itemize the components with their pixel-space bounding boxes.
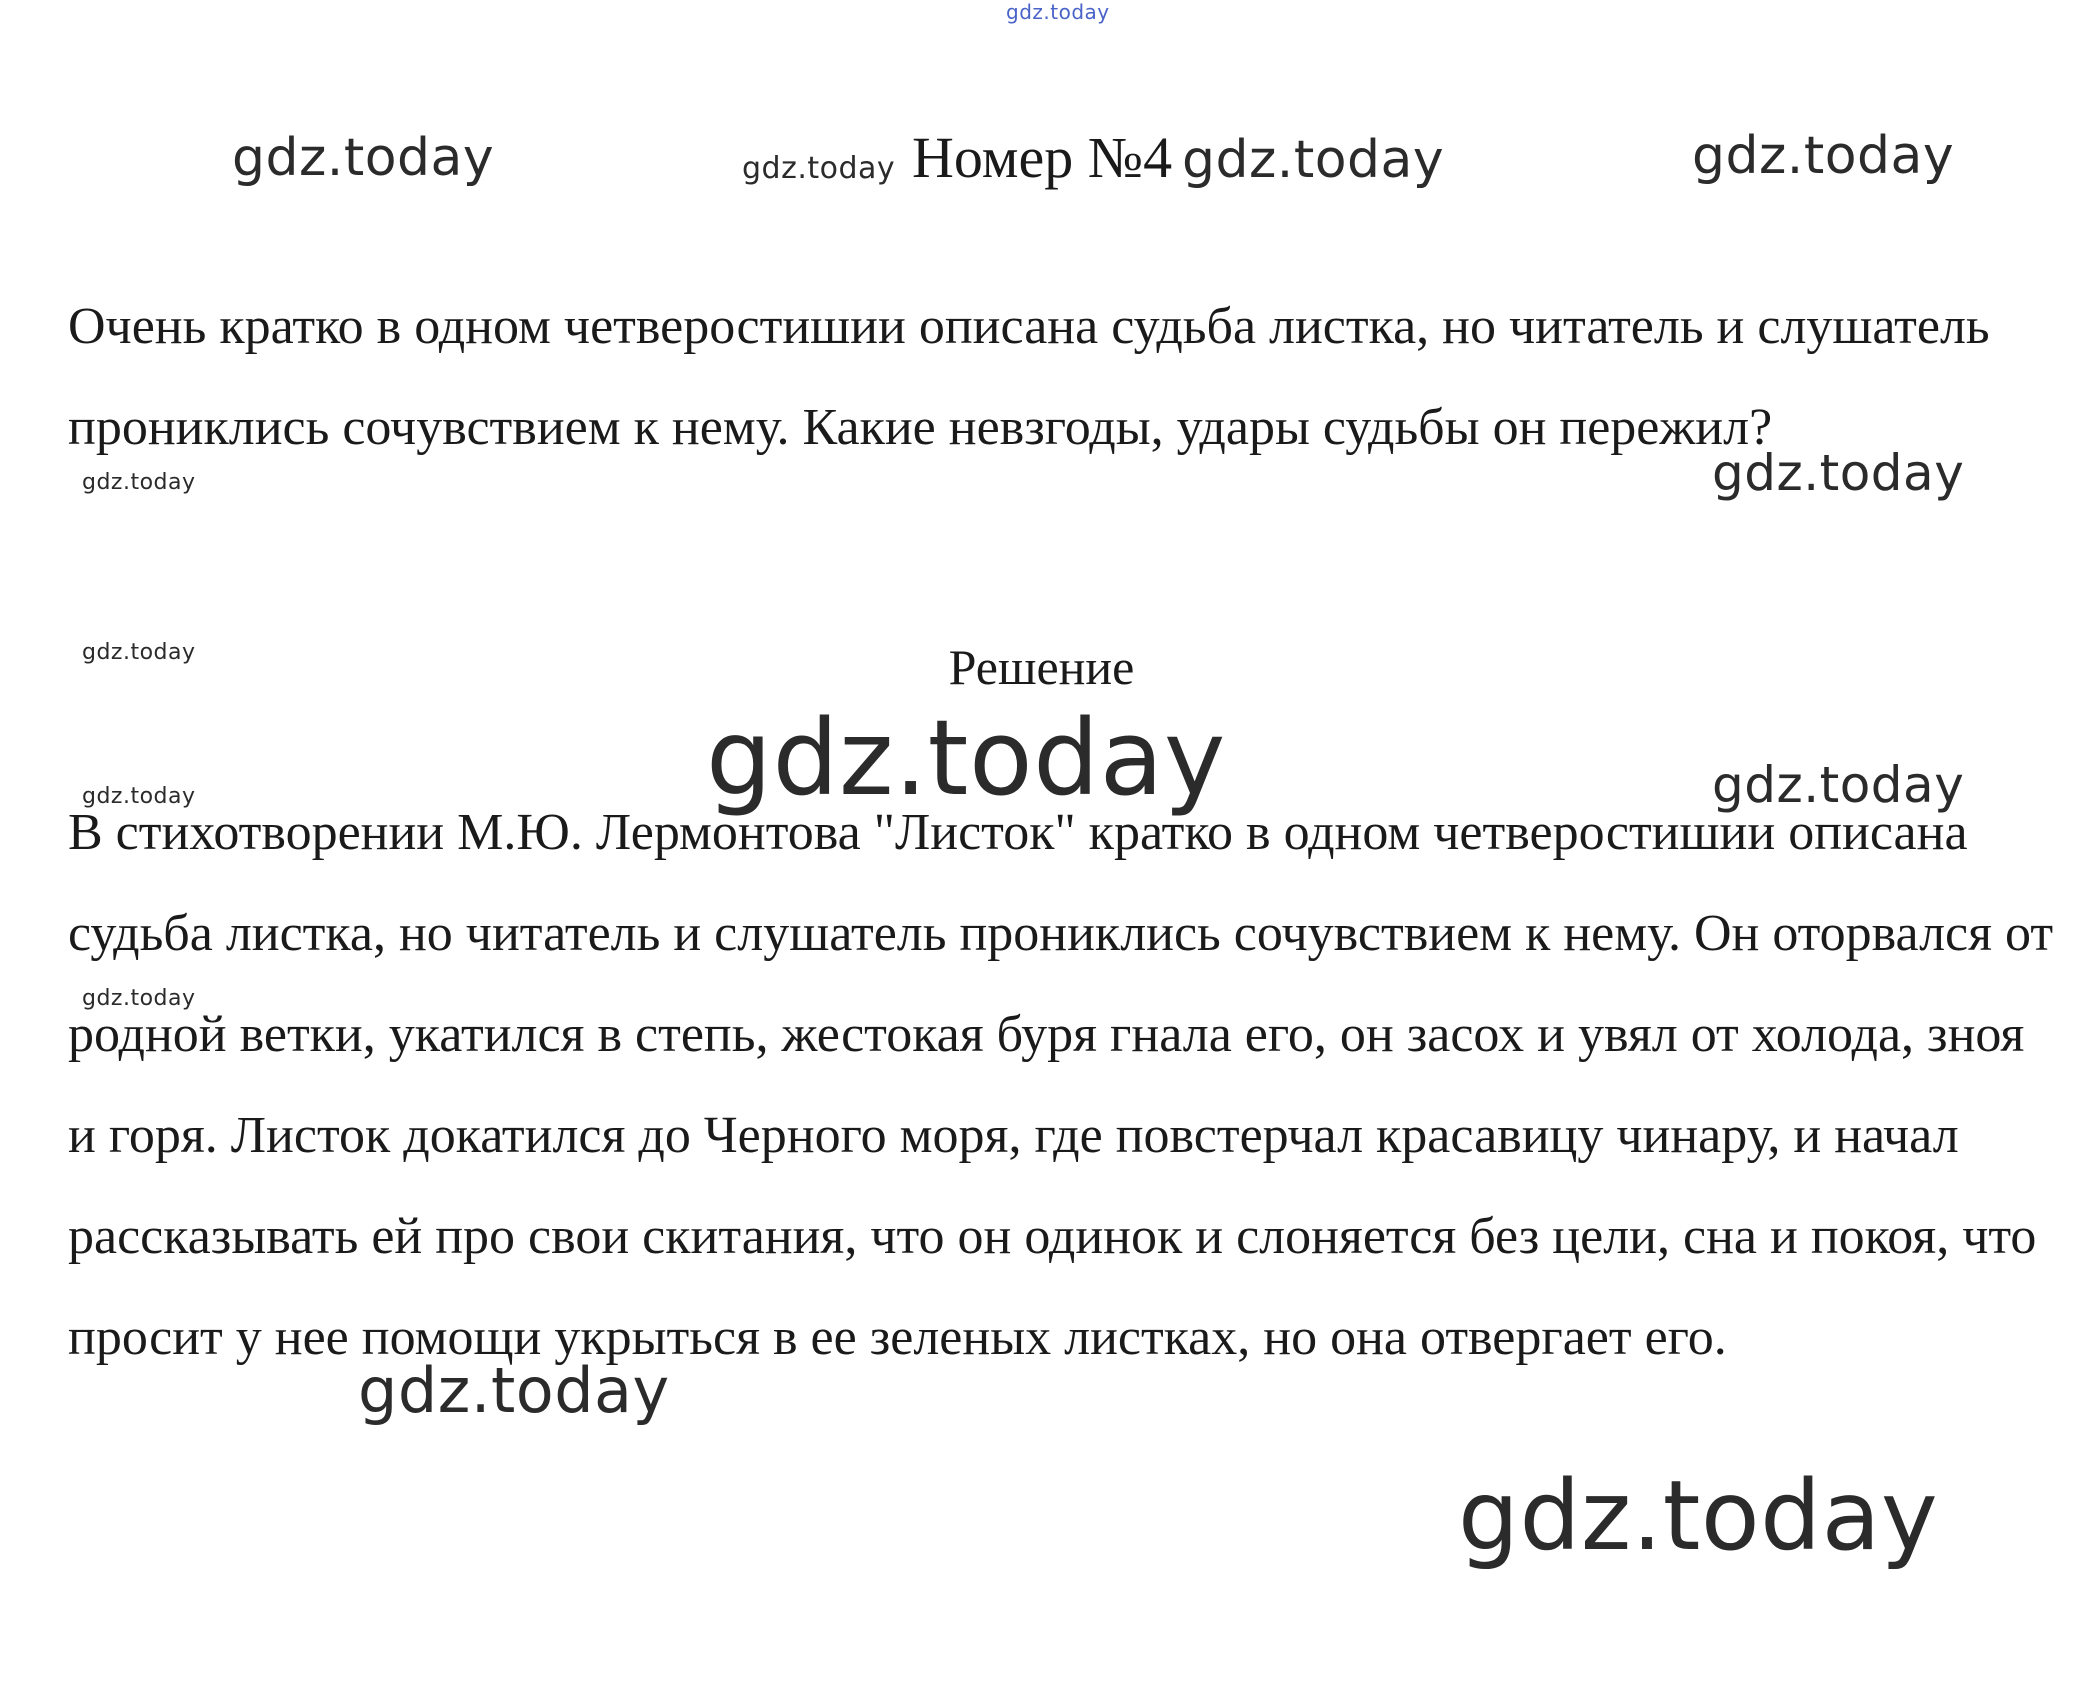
watermark-large: gdz.today	[706, 697, 1226, 819]
watermark: gdz.today	[232, 128, 495, 188]
answer-text: В стихотворении М.Ю. Лермонтова "Листок" кратко в одном четверостишии описана судьба листка, но читатель и слушатель прониклись сочувствием к нему. Он оторвался от родной ветки, укатился в степь, жестокая буря гнала его, он засох и увял от холода, зноя и горя. Листок докатился до Черного моря, где повстерчал красавицу чинару, и начал рассказывать ей про свои скитания, что он одинок и слоняется без цели, сна и покоя, что просит у нее помощи укрыться в ее зеленых листках, но она отвергает его.	[68, 804, 2054, 1366]
watermark: gdz.today	[1692, 126, 1955, 186]
watermark: gdz.today	[82, 784, 196, 809]
watermark-large: gdz.today	[1458, 1460, 1939, 1572]
page-title: Номер №4	[912, 125, 1173, 190]
solution-heading: Решение	[948, 639, 1135, 695]
watermark: gdz.today	[742, 151, 896, 186]
watermark: gdz.today	[358, 1354, 670, 1427]
watermark: gdz.today	[82, 986, 196, 1011]
watermark: gdz.today	[82, 640, 196, 665]
question-text: Очень кратко в одном четверостишии описана судьба листка, но читатель и слушатель прониклись сочувствием к нему. Какие невзгоды, удары судьбы он пережил?	[68, 298, 1990, 456]
watermark: gdz.today	[1712, 444, 1965, 502]
watermark: gdz.today	[1712, 756, 1965, 814]
watermark: gdz.today	[82, 470, 196, 495]
watermark: gdz.today	[1182, 130, 1445, 190]
watermark-top: gdz.today	[1006, 0, 1110, 24]
